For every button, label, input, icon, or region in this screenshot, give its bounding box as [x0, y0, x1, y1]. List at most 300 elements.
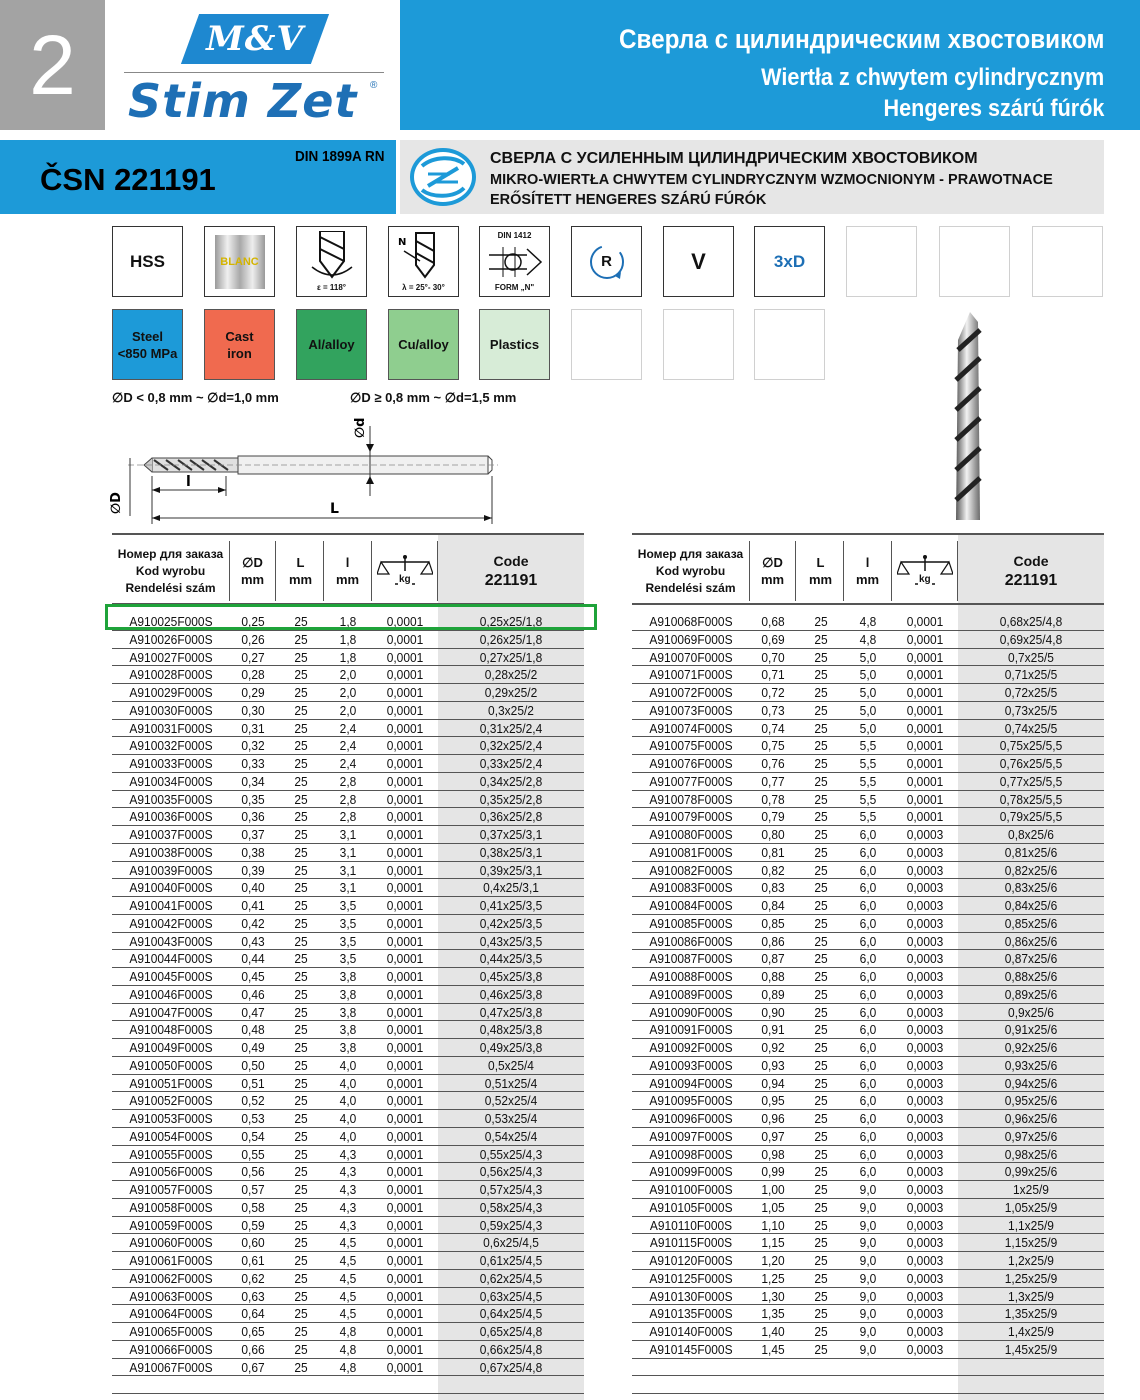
weight-cell: 0,0003 — [906, 1040, 944, 1055]
order-number-cell: A910029F000S — [129, 685, 213, 700]
material-cu-alloy: Cu/alloy — [388, 309, 459, 380]
weight-cell: 0,0001 — [906, 685, 944, 700]
point-angle-icon: ε = 118° — [296, 226, 367, 297]
standard-box — [0, 140, 396, 214]
code-cell: 0,65x25/4,8 — [479, 1324, 543, 1339]
order-number-cell: A910061F000S — [129, 1253, 213, 1268]
flute-length-cell: 6,0 — [859, 1004, 877, 1020]
weight-cell: 0,0001 — [906, 649, 944, 665]
table-row — [112, 826, 584, 844]
weight-cell: 0,0001 — [906, 702, 944, 718]
diameter-cell: 0,26 — [241, 631, 265, 647]
diameter-cell: 0,97 — [761, 1128, 785, 1144]
diameter-cell: 0,64 — [241, 1306, 265, 1322]
flute-length-cell: 2,8 — [339, 791, 357, 807]
diameter-cell: 0,85 — [761, 915, 785, 931]
order-number-cell: A910074F000S — [649, 720, 733, 736]
din-number: DIN 1899A RN — [294, 148, 384, 165]
order-number-cell: A910115F000S — [649, 1235, 733, 1251]
table-row — [632, 666, 1104, 684]
diameter-cell: 0,90 — [761, 1004, 785, 1020]
order-number-cell: A910030F000S — [129, 702, 213, 718]
table-row — [112, 1092, 584, 1110]
table-row — [112, 1270, 584, 1288]
table-row — [112, 773, 584, 791]
code-cell: 0,67x25/4,8 — [479, 1359, 543, 1375]
code-cell: 1,1x25/9 — [1008, 1217, 1054, 1233]
weight-cell: 0,0001 — [386, 1022, 424, 1038]
weight-cell: 0,0001 — [386, 1146, 424, 1162]
total-length-cell: 25 — [294, 951, 308, 967]
empty-icon-slot — [846, 226, 917, 297]
table-row — [632, 1075, 1104, 1093]
table-row — [632, 844, 1104, 862]
total-length-cell: 25 — [814, 791, 828, 807]
diameter-cell: 0,67 — [241, 1359, 265, 1375]
order-number-cell: A910093F000S — [649, 1057, 733, 1073]
weight-cell: 0,0003 — [906, 969, 944, 984]
flute-length-cell: 3,8 — [339, 1040, 357, 1055]
table-row — [112, 684, 584, 702]
table-row — [112, 1181, 584, 1199]
diameter-cell: 0,37 — [241, 827, 265, 842]
flute-length-cell: 5,0 — [859, 685, 877, 700]
order-number-cell: A910039F000S — [129, 862, 213, 878]
code-cell: 0,4x25/3,1 — [483, 880, 539, 896]
weight-cell: 0,0001 — [386, 720, 424, 736]
table-row — [632, 897, 1104, 915]
order-number-cell: A910050F000S — [129, 1057, 213, 1073]
total-length-cell: 25 — [814, 969, 828, 984]
weight-cell: 0,0003 — [906, 1235, 944, 1251]
weight-cell: 0,0001 — [386, 1306, 424, 1322]
diameter-cell: 0,38 — [241, 844, 265, 860]
code-cell: 0,68x25/4,8 — [999, 614, 1063, 629]
code-cell: 0,7x25/5 — [1008, 649, 1054, 665]
flute-length-cell: 6,0 — [859, 1164, 877, 1180]
flute-length-cell: 4,8 — [859, 631, 877, 647]
weight-cell: 0,0003 — [906, 915, 944, 931]
total-length-cell: 25 — [814, 986, 828, 1002]
flute-length-cell: 3,8 — [339, 1004, 357, 1020]
table-row — [112, 1252, 584, 1270]
weight-cell: 0,0001 — [906, 791, 944, 807]
diameter-cell: 0,65 — [241, 1324, 265, 1339]
code-cell: 0,81x25/6 — [1004, 844, 1058, 860]
weight-cell: 0,0001 — [386, 915, 424, 931]
code-cell: 0,88x25/6 — [1004, 969, 1058, 984]
table-row — [632, 773, 1104, 791]
diameter-cell: 0,44 — [241, 951, 265, 967]
table-row — [632, 1110, 1104, 1128]
diameter-cell: 0,50 — [241, 1057, 265, 1073]
weight-cell: 0,0003 — [906, 827, 944, 842]
total-length-cell: 25 — [814, 809, 828, 825]
order-number-cell: A910071F000S — [649, 667, 733, 683]
diameter-cell: 0,76 — [761, 756, 785, 771]
diameter-cell: 0,33 — [241, 756, 265, 771]
empty-material-slot — [754, 309, 825, 380]
material-plastics: Plastics — [479, 309, 550, 380]
code-cell: 0,55x25/4,3 — [479, 1146, 543, 1162]
weight-cell: 0,0001 — [386, 1004, 424, 1020]
weight-cell: 0,0003 — [906, 1253, 944, 1268]
table-row — [112, 1217, 584, 1235]
order-number-cell: A910095F000S — [649, 1093, 733, 1109]
table-row — [632, 1057, 1104, 1075]
total-length-cell: 25 — [814, 1004, 828, 1020]
flute-length-cell: 3,5 — [339, 951, 357, 967]
diameter-cell: 0,39 — [241, 862, 265, 878]
svg-text:∅d: ∅d — [353, 417, 368, 438]
code-cell: 0,44x25/3,5 — [479, 951, 543, 967]
flute-length-cell: 9,0 — [859, 1341, 877, 1357]
weight-cell: 0,0001 — [906, 756, 944, 771]
total-length-cell: 25 — [294, 649, 308, 665]
flute-length-cell: 5,5 — [859, 773, 877, 789]
table-row — [632, 968, 1104, 986]
total-length-cell: 25 — [814, 1324, 828, 1339]
order-number-cell: A910066F000S — [129, 1341, 213, 1357]
flute-length-cell: 2,0 — [339, 685, 357, 700]
flute-length-cell: 2,4 — [339, 738, 357, 754]
order-number-header: Номер для заказа Kod wyrobu Rendelési szám — [112, 541, 230, 601]
flute-length-cell: 9,0 — [859, 1270, 877, 1286]
diameter-cell: 0,32 — [241, 738, 265, 754]
empty-icon-slot — [1032, 226, 1103, 297]
flute-length-cell: 3,1 — [339, 827, 357, 842]
diameter-header: ∅D mm — [230, 541, 276, 601]
flute-length-cell: 5,5 — [859, 738, 877, 754]
order-number-cell: A910091F000S — [649, 1022, 733, 1038]
code-cell: 0,58x25/4,3 — [479, 1199, 543, 1215]
flute-length-cell: 9,0 — [859, 1288, 877, 1304]
diameter-cell: 1,15 — [761, 1235, 785, 1251]
svg-text:L: L — [330, 501, 339, 517]
code-cell: 0,52x25/4 — [484, 1093, 538, 1109]
order-number-cell: A910026F000S — [129, 631, 213, 647]
code-cell: 0,25x25/1,8 — [479, 614, 543, 629]
code-cell: 0,8x25/6 — [1008, 827, 1054, 842]
total-length-cell: 25 — [814, 1040, 828, 1055]
flute-length-cell: 4,5 — [339, 1288, 357, 1304]
weight-cell: 0,0001 — [386, 1182, 424, 1197]
table-row — [632, 1039, 1104, 1057]
code-cell: 0,27x25/1,8 — [479, 649, 543, 665]
weight-cell: 0,0003 — [906, 1199, 944, 1215]
diameter-cell: 0,57 — [241, 1182, 265, 1197]
code-cell: 0,86x25/6 — [1004, 933, 1058, 949]
table-row — [632, 1270, 1104, 1288]
weight-cell: 0,0003 — [906, 951, 944, 967]
flute-length-cell: 9,0 — [859, 1182, 877, 1197]
code-cell: 0,89x25/6 — [1004, 986, 1058, 1002]
code-cell: 0,76x25/5,5 — [999, 756, 1063, 771]
weight-cell: 0,0003 — [906, 986, 944, 1002]
table-row — [632, 1128, 1104, 1146]
total-length-cell: 25 — [814, 738, 828, 754]
code-cell: 0,35x25/2,8 — [479, 791, 543, 807]
weight-cell: 0,0001 — [386, 1341, 424, 1357]
order-number-cell: A910086F000S — [649, 933, 733, 949]
code-cell: 0,45x25/3,8 — [479, 969, 543, 984]
order-number-cell: A910097F000S — [649, 1128, 733, 1144]
order-number-cell: A910090F000S — [649, 1004, 733, 1020]
material-al-alloy: Al/alloy — [296, 309, 367, 380]
diameter-cell: 0,63 — [241, 1288, 265, 1304]
table-row — [112, 1234, 584, 1252]
table-row — [632, 684, 1104, 702]
code-cell: 0,75x25/5,5 — [999, 738, 1063, 754]
order-number-cell: A910083F000S — [649, 880, 733, 896]
order-number-cell: A910049F000S — [129, 1040, 213, 1055]
order-number-cell: A910048F000S — [129, 1022, 213, 1038]
code-cell: 0,73x25/5 — [1004, 702, 1058, 718]
flute-length-cell: 9,0 — [859, 1217, 877, 1233]
total-length-cell: 25 — [294, 862, 308, 878]
flute-length-cell: 4,3 — [339, 1217, 357, 1233]
code-cell: 1,3x25/9 — [1008, 1288, 1054, 1304]
flute-length-cell: 3,5 — [339, 898, 357, 913]
drill-type-icon — [410, 148, 476, 206]
weight-cell: 0,0001 — [906, 667, 944, 683]
svg-text:N: N — [398, 237, 407, 248]
code-cell: 0,97x25/6 — [1004, 1128, 1058, 1144]
table-row — [112, 1305, 584, 1323]
total-length-cell: 25 — [814, 951, 828, 967]
selected-row-highlight — [105, 604, 597, 630]
flute-length-cell: 4,0 — [339, 1075, 357, 1091]
flute-length-cell: 6,0 — [859, 1022, 877, 1038]
brand-logo: M&V Stim Zet ® — [110, 0, 396, 130]
title-ru: Сверла с цилиндрическим хвостовиком — [618, 24, 1104, 54]
order-number-cell: A910067F000S — [129, 1359, 213, 1375]
code-cell: 1,4x25/9 — [1008, 1324, 1054, 1339]
din1412-form-n-icon: DIN 1412 FORM „N" — [479, 226, 550, 297]
weight-cell: 0,0001 — [386, 933, 424, 949]
total-length-cell: 25 — [294, 809, 308, 825]
code-cell: 0,63x25/4,5 — [479, 1288, 543, 1304]
code-cell: 0,6x25/4,5 — [483, 1235, 539, 1251]
flute-length-cell: 1,8 — [339, 649, 357, 665]
weight-cell: 0,0003 — [906, 1324, 944, 1339]
code-cell: 0,26x25/1,8 — [479, 631, 543, 647]
total-length-cell: 25 — [294, 1004, 308, 1020]
code-cell: 0,61x25/4,5 — [479, 1253, 543, 1268]
order-number-cell: A910077F000S — [649, 773, 733, 789]
code-cell: 0,29x25/2 — [484, 685, 538, 700]
total-length-cell: 25 — [294, 1341, 308, 1357]
table-row — [112, 737, 584, 755]
table-row — [632, 1376, 1104, 1394]
right-product-table — [632, 533, 1104, 1400]
diameter-cell: 0,66 — [241, 1341, 265, 1357]
table-row — [112, 1394, 584, 1400]
total-length-cell: 25 — [814, 827, 828, 842]
weight-cell: 0,0003 — [906, 1164, 944, 1180]
order-number-cell: A910037F000S — [129, 827, 213, 842]
order-number-cell: A910047F000S — [129, 1004, 213, 1020]
flute-length-cell: 9,0 — [859, 1253, 877, 1268]
flute-length-cell: 4,8 — [339, 1324, 357, 1339]
flute-length-cell: 6,0 — [859, 844, 877, 860]
order-number-cell: A910070F000S — [649, 649, 733, 665]
flute-length-cell: 6,0 — [859, 880, 877, 896]
order-number-header: Номер для заказа Kod wyrobu Rendelési szám — [632, 541, 750, 601]
diameter-cell: 0,45 — [241, 969, 265, 984]
total-length-cell: 25 — [294, 614, 308, 629]
total-length-cell: 25 — [814, 1253, 828, 1268]
order-number-cell: A910085F000S — [649, 915, 733, 931]
total-length-cell: 25 — [294, 1235, 308, 1251]
flute-length-cell: 4,0 — [339, 1111, 357, 1126]
weight-cell: 0,0003 — [906, 1270, 944, 1286]
diameter-cell: 0,91 — [761, 1022, 785, 1038]
flute-length-cell: 3,5 — [339, 933, 357, 949]
code-cell: 0,87x25/6 — [1004, 951, 1058, 967]
order-number-cell: A910027F000S — [129, 649, 213, 665]
table-row — [112, 1004, 584, 1022]
total-length-cell: 25 — [294, 1199, 308, 1215]
code-cell: 0,54x25/4 — [484, 1128, 538, 1144]
table-row — [112, 1128, 584, 1146]
total-length-cell: 25 — [294, 1040, 308, 1055]
shank-note-large: ∅D ≥ 0,8 mm ~ ∅d=1,5 mm — [350, 390, 517, 405]
table-row — [632, 1021, 1104, 1039]
weight-header: kg — [892, 541, 958, 601]
order-number-cell: A910025F000S — [129, 614, 213, 629]
weight-cell: 0,0003 — [906, 1075, 944, 1091]
diameter-cell: 0,49 — [241, 1040, 265, 1055]
empty-icon-slot — [939, 226, 1010, 297]
code-cell: 0,78x25/5,5 — [999, 791, 1063, 807]
table-row — [112, 1039, 584, 1057]
flute-length-cell: 6,0 — [859, 969, 877, 984]
flute-length-cell: 9,0 — [859, 1235, 877, 1251]
code-cell: 0,9x25/6 — [1008, 1004, 1054, 1020]
helix-angle-icon: N λ = 25°- 30° — [388, 226, 459, 297]
table-row — [112, 986, 584, 1004]
code-cell: 1x25/9 — [1013, 1182, 1049, 1197]
total-length-header: L mm — [798, 541, 844, 601]
total-length-cell: 25 — [294, 791, 308, 807]
diameter-cell: 1,05 — [761, 1199, 785, 1215]
weight-cell: 0,0003 — [906, 1306, 944, 1322]
total-length-cell: 25 — [814, 1093, 828, 1109]
total-length-cell: 25 — [814, 667, 828, 683]
flute-length-cell: 6,0 — [859, 1057, 877, 1073]
right-hand-rotation-icon: R — [571, 226, 642, 297]
diameter-cell: 0,75 — [761, 738, 785, 754]
table-row — [112, 1146, 584, 1164]
order-number-cell: A910034F000S — [129, 773, 213, 789]
flute-length-cell: 6,0 — [859, 915, 877, 931]
diameter-cell: 0,43 — [241, 933, 265, 949]
diameter-cell: 0,47 — [241, 1004, 265, 1020]
table-row — [112, 1199, 584, 1217]
order-number-cell: A910079F000S — [649, 809, 733, 825]
order-number-cell: A910055F000S — [129, 1146, 213, 1162]
code-cell: 0,98x25/6 — [1004, 1146, 1058, 1162]
flute-length-cell: 2,4 — [339, 720, 357, 736]
flute-length-cell: 3,1 — [339, 862, 357, 878]
table-row — [112, 1376, 584, 1394]
diameter-cell: 0,74 — [761, 720, 785, 736]
code-cell: 0,69x25/4,8 — [999, 631, 1063, 647]
code-cell: 0,51x25/4 — [484, 1075, 538, 1091]
weight-cell: 0,0003 — [906, 1022, 944, 1038]
code-cell: 0,85x25/6 — [1004, 915, 1058, 931]
diameter-cell: 0,96 — [761, 1111, 785, 1126]
total-length-cell: 25 — [814, 631, 828, 647]
table-row — [632, 1252, 1104, 1270]
code-cell: 0,38x25/3,1 — [479, 844, 543, 860]
subtitle-hu: ERŐSÍTETT HENGERES SZÁRÚ FÚRÓK — [490, 192, 767, 208]
flute-length-cell: 2,8 — [339, 773, 357, 789]
total-length-cell: 25 — [294, 631, 308, 647]
flute-length-cell: 6,0 — [859, 1111, 877, 1126]
total-length-cell: 25 — [294, 1324, 308, 1339]
total-length-cell: 25 — [814, 1111, 828, 1126]
code-cell: 0,5x25/4 — [488, 1057, 534, 1073]
code-cell: 0,57x25/4,3 — [479, 1182, 543, 1197]
diameter-cell: 0,73 — [761, 702, 785, 718]
table-row — [112, 666, 584, 684]
flute-length-cell: 4,5 — [339, 1306, 357, 1322]
flute-length-cell: 5,5 — [859, 809, 877, 825]
diameter-cell: 0,69 — [761, 631, 785, 647]
order-number-cell: A910145F000S — [649, 1341, 733, 1357]
code-cell: 1,2x25/9 — [1008, 1253, 1054, 1268]
weight-cell: 0,0001 — [906, 631, 944, 647]
order-number-cell: A910135F000S — [649, 1306, 733, 1322]
flute-length-cell: 2,8 — [339, 809, 357, 825]
table-row — [632, 720, 1104, 738]
total-length-cell: 25 — [294, 969, 308, 984]
total-length-cell: 25 — [294, 1359, 308, 1375]
total-length-cell: 25 — [294, 1075, 308, 1091]
diameter-cell: 0,54 — [241, 1128, 265, 1144]
order-number-cell: A910028F000S — [129, 667, 213, 683]
table-row — [632, 1146, 1104, 1164]
code-cell: 0,41x25/3,5 — [479, 898, 543, 913]
code-cell: 0,37x25/3,1 — [479, 827, 543, 842]
total-length-cell: 25 — [814, 1288, 828, 1304]
diameter-cell: 0,89 — [761, 986, 785, 1002]
empty-material-slot — [663, 309, 734, 380]
table-row — [632, 1092, 1104, 1110]
drill-dimension-drawing — [108, 416, 508, 528]
weight-cell: 0,0001 — [386, 1057, 424, 1073]
title-pl: Wiertła z chwytem cylindrycznym — [760, 64, 1104, 91]
order-number-cell: A910041F000S — [129, 898, 213, 913]
weight-cell: 0,0001 — [386, 649, 424, 665]
weight-header: kg — [372, 541, 438, 601]
table-row — [112, 1359, 584, 1377]
total-length-cell: 25 — [294, 667, 308, 683]
code-cell: 0,92x25/6 — [1004, 1040, 1058, 1055]
diameter-cell: 1,20 — [761, 1253, 785, 1268]
diameter-cell: 0,42 — [241, 915, 265, 931]
total-length-cell: 25 — [294, 1022, 308, 1038]
code-cell: 0,82x25/6 — [1004, 862, 1058, 878]
weight-cell: 0,0001 — [906, 614, 944, 629]
weight-cell: 0,0001 — [386, 1359, 424, 1375]
total-length-cell: 25 — [814, 915, 828, 931]
weight-cell: 0,0001 — [906, 720, 944, 736]
code-cell: 1,35x25/9 — [1004, 1306, 1058, 1322]
order-number-cell: A910084F000S — [649, 898, 733, 913]
